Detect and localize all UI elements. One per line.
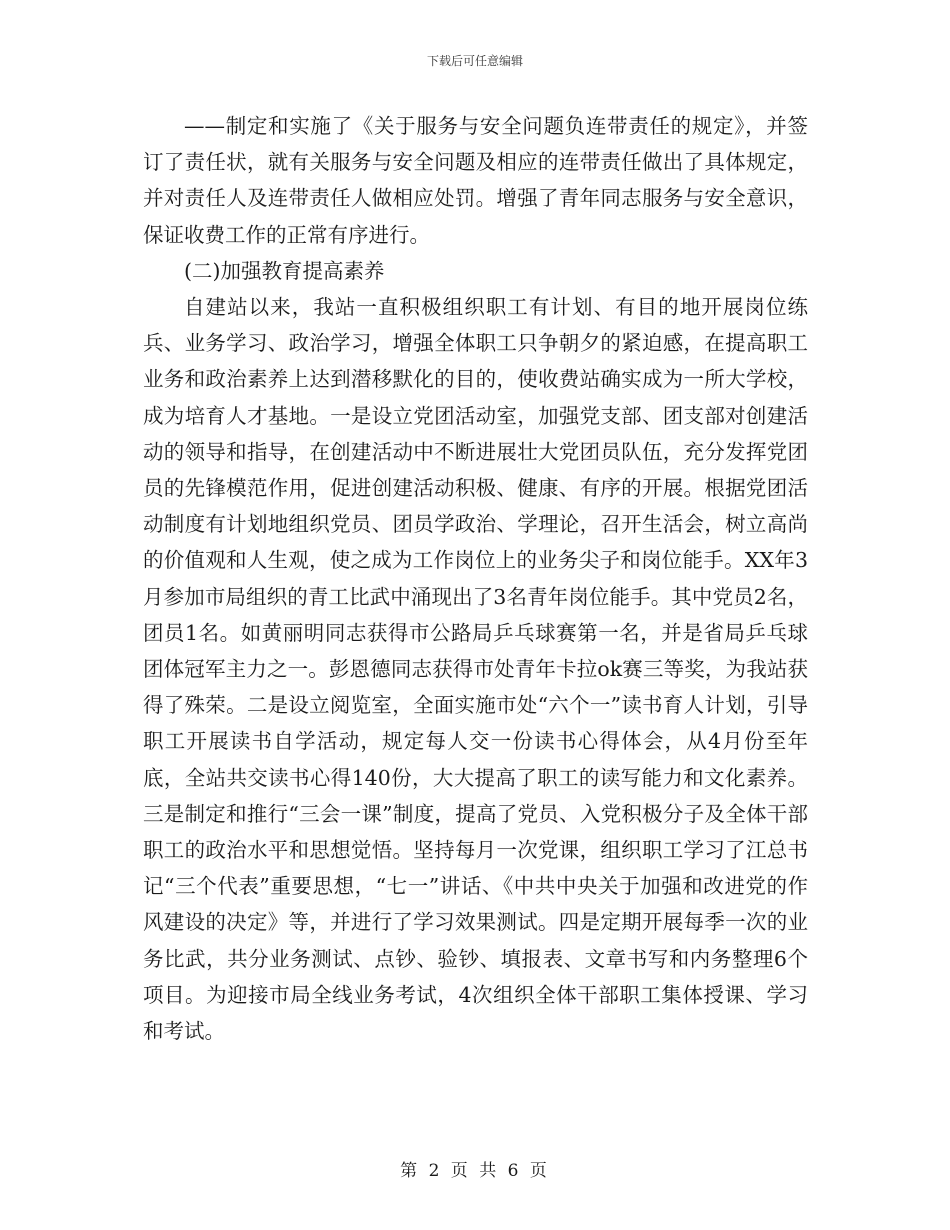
paragraph-education-details: 自建站以来，我站一直积极组织职工有计划、有目的地开展岗位练兵、业务学习、政治学习，增强全体职工只争朝夕的紧迫感，在提高职工业务和政治素养上达到潜移默化的目的，使收费站确实成为一所大学校，成为培育人才基地。一是设立党团活动室，加强党支部、团支部对创建活动的领导和指导，在创建活动中不断进展壮大党团员队伍，充分发挥党团员的先锋模范作用，促进创建活动积极、健康、有序的开展。根据党团活动制度有计划地组织党员、团员学政治、学理论，召开生活会，树立高尚的价值观和人生观，使之成为工作岗位上的业务尖子和岗位能手。XX年3月参加市局组织的青工比武中涌现出了3名青年岗位能手。其中党员2名，团员1名。如黄丽明同志获得市公路局乒乓球赛第一名，并是省局乒乓球团体冠军主力之一。彭恩德同志获得市处青年卡拉ok赛三等奖，为我站获得了殊荣。二是设立阅览室，全面实施市处“六个一”读书育人计划，引导职工开展读书自学活动，规定每人交一份读书心得体会，从4月份至年底，全站共交读书心得140份，大大提高了职工的读写能力和文化素养。三是制定和推行“三会一课”制度，提高了党员、入党积极分子及全体干部职工的政治水平和思想觉悟。坚持每月一次党课，组织职工学习了江总书记“三个代表”重要思想，“七一”讲话、《中共中央关于加强和改进党的作风建设的决定》等，并进行了学习效果测试。四是定期开展每季一次的业务比武，共分业务测试、点钞、验钞、填报表、文章书写和内务整理6个项目。为迎接市局全线业务考试，4次组织全体干部职工集体授课、学习和考试。 [143, 295, 808, 1044]
section-heading-education: (二)加强教育提高素养 [184, 258, 385, 283]
page-header-note: 下载后可任意编辑 [426, 54, 523, 68]
page-number-footer: 第 2 页 共 6 页 [400, 1161, 550, 1181]
paragraph-responsibility-rules: ——制定和实施了《关于服务与安全问题负连带责任的规定》，并签订了责任状，就有关服务与安全问题及相应的连带责任做出了具体规定，并对责任人及连带责任人做相应处罚。增强了青年同志服务与安全意识，保证收费工作的正常有序进行。 [143, 114, 808, 247]
document-body [143, 108, 808, 1049]
